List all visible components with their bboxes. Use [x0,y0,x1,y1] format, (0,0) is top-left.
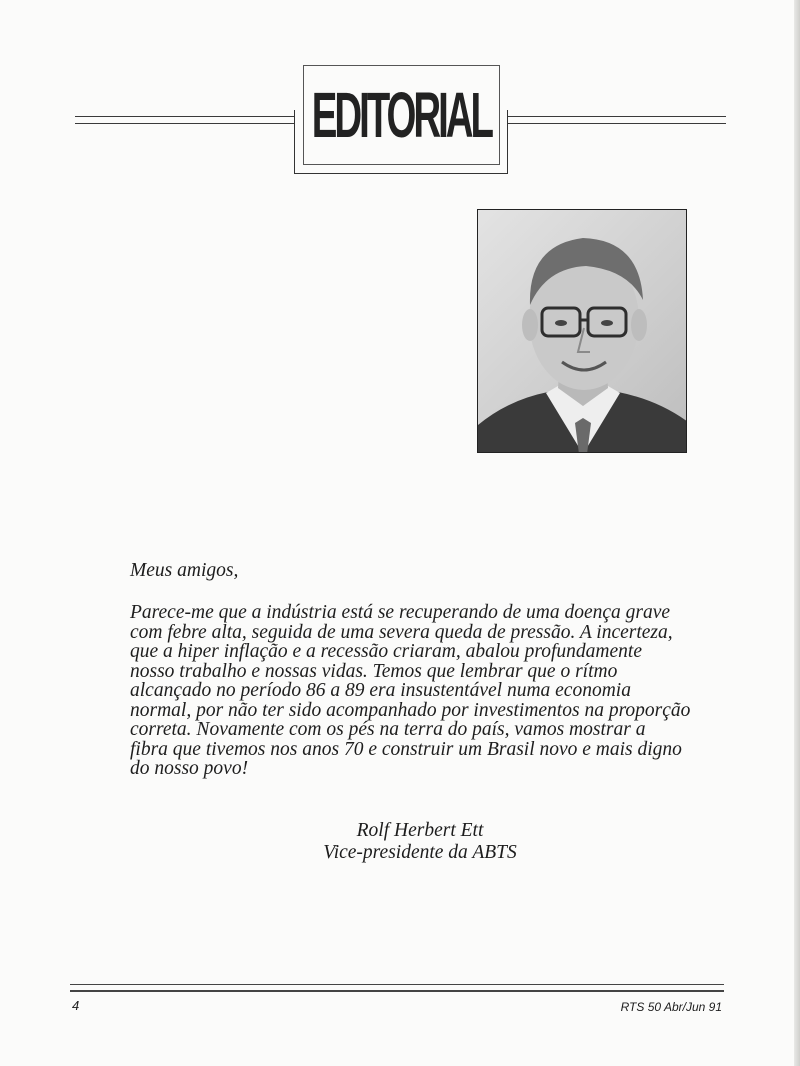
masthead-title: EDITORIAL [311,79,492,151]
header-rule-right-top [508,116,726,117]
footer-rule-bottom [70,990,724,992]
letter-line: com febre alta, seguida de uma severa queda de pressão. A incerteza, [130,621,673,643]
letter-body [130,603,690,779]
letter-line: que a hiper inflação e a recessão criaram, abalou profundamente [130,641,642,662]
signature-title: Vice-presidente da ABTS [323,842,517,863]
page-edge [794,0,800,1066]
letter-line: alcançado no período 86 a 89 era insustentável numa economia [130,680,631,701]
masthead [303,65,500,165]
portrait-illustration [478,210,687,453]
signature-name: Rolf Herbert Ett [356,820,484,841]
page-number: 4 [72,998,80,1013]
letter-line: nosso trabalho e nossas vidas. Temos que lembrar que o rítmo [130,660,618,682]
footer-rule-top [70,984,724,985]
header-rule-right-bottom [508,123,726,124]
letter-line: correta. Novamente com os pés na terra do país, vamos mostrar a [130,719,646,740]
letter-line: do nosso povo! [130,758,249,779]
letter-line: normal, por não ter sido acompanhado por investimentos na proporção [130,699,691,721]
header-rule-left-bottom [75,123,294,124]
letter-line: fibra que tivemos nos anos 70 e construir um Brasil novo e mais digno [130,738,682,760]
header-rule-left-top [75,116,294,117]
signature-block [300,820,540,864]
letter-line: Parece-me que a indústria está se recuperando de uma doença grave [130,602,671,623]
letter-greeting: Meus amigos, [130,560,239,581]
issue-label: RTS 50 Abr/Jun 91 [620,1000,722,1014]
author-portrait [477,209,687,453]
